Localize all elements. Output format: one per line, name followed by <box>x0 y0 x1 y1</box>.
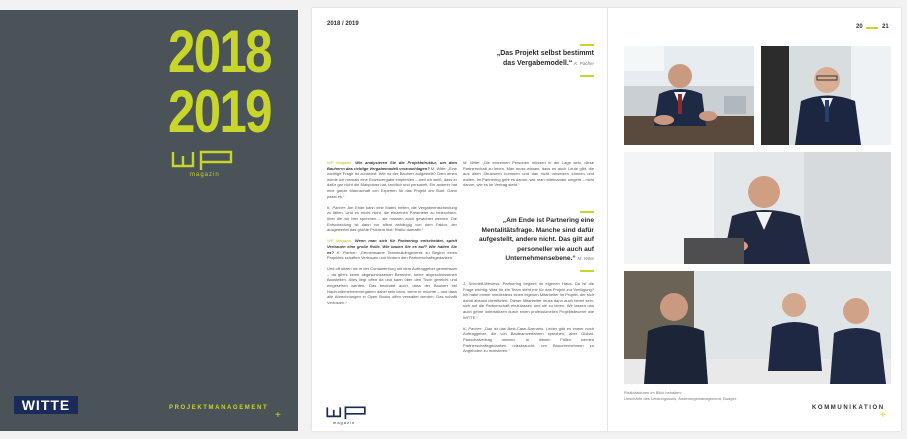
pull-quote-1-line1: „Das Projekt selbst bestimmt <box>496 50 594 57</box>
quote-accent-line <box>580 44 594 46</box>
article-column-1 <box>327 160 457 311</box>
issue-label: 2018 / 2019 <box>327 21 359 27</box>
page-number-right: 21 <box>882 24 889 30</box>
section-label-kommunikation: KOMMUNIKATION <box>812 405 885 411</box>
cover-year-top: 2018 <box>168 18 271 85</box>
pull-quote-2: „Am Ende ist Partnering eine Mentalitätsfrage. Manche sind dafür aufgestellt, andere nicht. Das gilt auf personeller wie auch auf Unternehmensebene.“ M. Witte <box>478 217 594 262</box>
cover-year-bottom: 2019 <box>168 78 271 145</box>
page-number-left: 20 <box>856 24 863 30</box>
plus-icon: + <box>275 410 281 421</box>
spread-gutter <box>607 8 608 431</box>
paragraph: WP Magazin: Wie analysieren Sie die Projektstruktur, um dem Bauherrn das richtige Vergabemodell vorzuschlagen? M. Witte: „Eine wichtige Frage ist zunächst: Wie ist der Bauherr aufgestellt? Dem einen würde ich niemals eine Einzelvergabe empfehlen – weil ich weiß, dass er dafür gar nicht die Manpower hat, fachlich und personell. Ein anderer hat eine ganze Mannschaft von Experten für das Projekt am Start. Dann passt es.“ <box>327 160 457 199</box>
pull-quote-1 <box>430 49 594 69</box>
pull-quote-2-speaker: M. Witte <box>577 256 594 261</box>
footer-magazine-label: magazin <box>333 420 356 425</box>
quote-accent-line <box>580 75 594 77</box>
paragraph: K. Pacher: Am Ende kann eine Matrix helfen, die Vergabeentscheidung zu fällen. Und es reicht nicht, die einzelnen Parameter zu beleuchten, über die wir hier sprechen – sie müssen auch gewichtet werden. Die Entscheidung ist dann vor allem abhängig von dem Faktor, der ausgewertet das größte Problem löst: Risiko damalitt.“ <box>327 204 458 233</box>
paragraph: J. Schmidt-Wesless: Partnering beginnt im eigenen Haus. Da ist die Frage wichtig: Was für ein Team steht mir für das Projekt zur Verfügung? Ich habe immer mindestens einen eigenen Mitarbeiter im Projekt, der sich damit absolut identifiziert. Dieser Mitarbeiter muss dann auch bereit sein, sich auf die Partnerschaft einzulassen und sie zu leben. Wir lassen uns auch gerne unterstützen durch einen professionellen Projektsteuerer wie WITTE.“ <box>463 281 595 320</box>
page-number-divider <box>866 27 878 29</box>
article-column-2-continued <box>463 281 594 359</box>
photo-pacher-talking <box>624 46 754 145</box>
paragraph: Und oft sitzen wir in der Containerburg mit dem Auftraggeber gemeinsam – da gibt’s keine abgeschlossenen Bereiche, keine abgeschlossenen Baustellen. Alles liegt offen da und kann über den Tisch gereicht und eingesehen werden. Das bedeutet auch, dass der Bauherr bei Nachunternehmervergaben dabei sein kann, wenn er möchte – und dass alle Abrechnungen in Open Books offen verwaltet werden. Das schafft Vertrauen.“ <box>327 266 457 305</box>
paragraph: M. Witte: „Die einzelnen Personen müssen in der Lage sein, diese Partnerschaft zu leben. Man muss wissen, dass es auch Leute gibt, die aus alten Strukturen kommen und das nicht umsetzen können und wollen. Im Partnering geht es darum, wie man miteinander umgeht – nicht darum, wie es im Vertrag steht.“ <box>463 160 594 188</box>
wp-logo-footer <box>326 406 370 419</box>
wp-logo <box>171 150 239 170</box>
photo-three-discussing <box>624 271 891 384</box>
article-column-2 <box>463 160 594 194</box>
quote-accent-line <box>580 211 594 213</box>
cover-magazine-label: magazin <box>190 172 220 178</box>
photo-caption: Risikofaktoren im Blick behalten: Unschärfe des Leistungssolls, Änderungsmanagement, Budget. <box>624 390 737 401</box>
pull-quote-1-speaker: K. Pacher <box>574 61 594 66</box>
photo-witte-listening <box>761 46 891 145</box>
cover-section-label: PROJEKTMANAGEMENT <box>169 405 269 411</box>
quote-accent-line <box>580 270 594 272</box>
paragraph: K. Pacher: „Das ist das Best-Case-Szenario. Leider gibt es immer noch Auftraggeber, die von Bauteamverfahren sprechen, aber Global-Pauschalvertrag meinen. In diesen Fällen werden Partnerschaftsgedanken missbraucht, um Bauunternehmen zu Angeboten zu motivieren.“ <box>463 325 594 354</box>
pull-quote-1-line2: das Vergabemodell.“ <box>503 60 573 67</box>
witte-logo: WITTE <box>14 396 78 414</box>
photo-schmidt-smiling <box>624 152 891 264</box>
plus-icon: + <box>880 410 886 421</box>
paragraph: WP Magazin: Wenn man sich für Partnering entscheidet, spielt Vertrauen eine große Rolle. Wie bauen Sie es auf? Wie halten Sie es? K. Pacher: „Gemeinsame Teambuildingevents zu Beginn eines Projektes schaffen Vertrauen und fördern den Partnerschaftsgedanken. <box>327 238 457 261</box>
